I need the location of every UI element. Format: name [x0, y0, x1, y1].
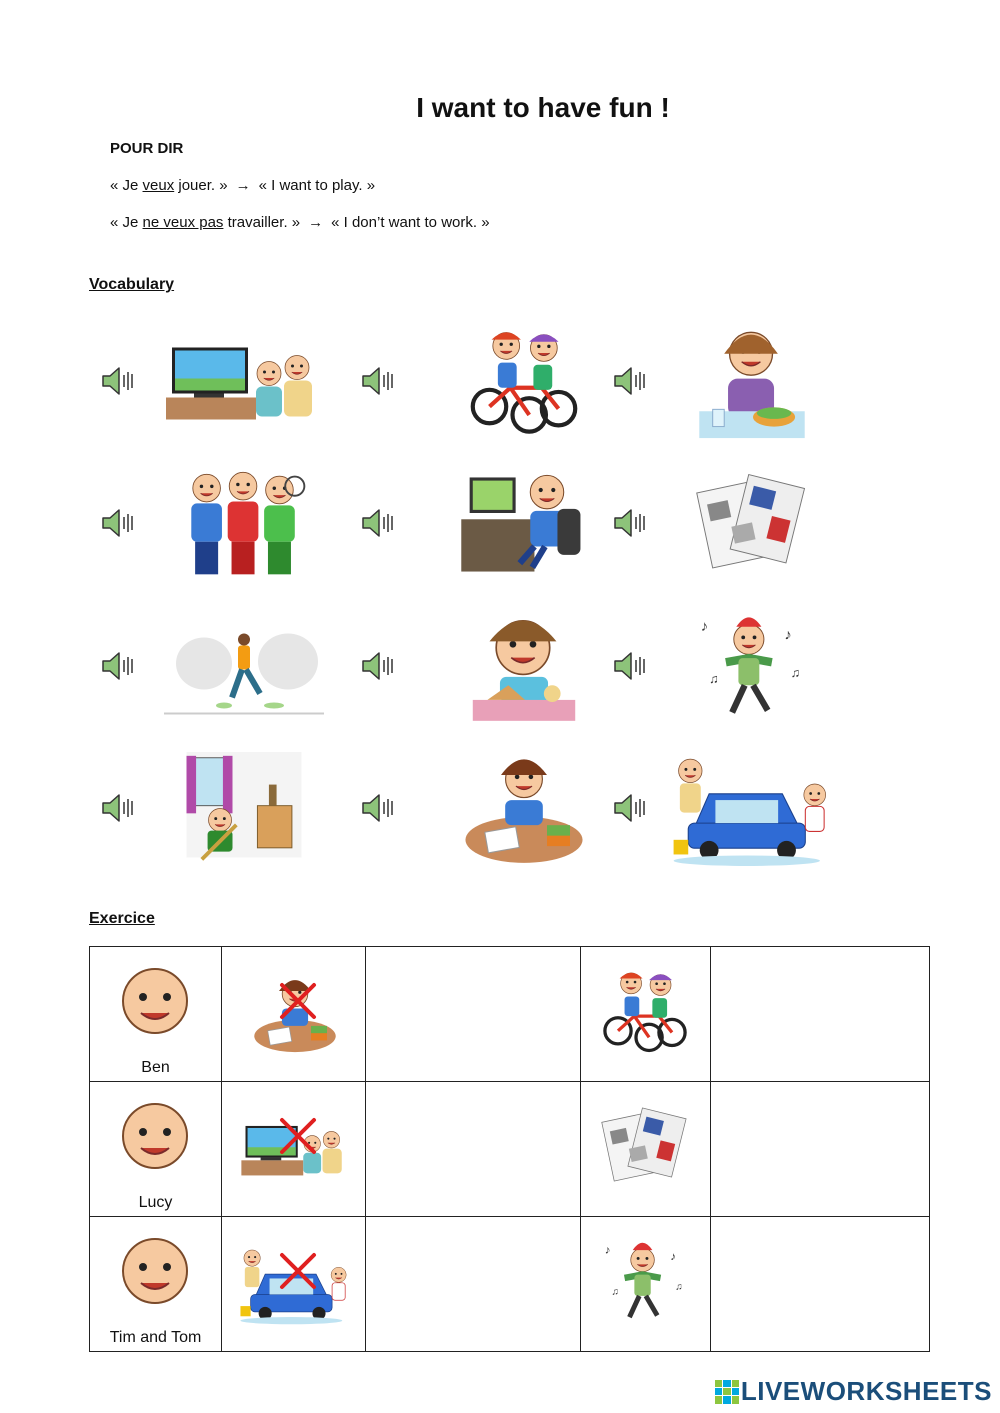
dont-want-cell — [222, 1217, 366, 1352]
want-cell — [581, 947, 711, 1082]
character-cell — [90, 947, 222, 1082]
example-verb: ne veux pas — [142, 214, 224, 231]
example-text: « Je — [110, 177, 143, 194]
example-text: jouer. » — [174, 177, 228, 194]
speaker-icon[interactable] — [100, 650, 134, 682]
character-cell — [90, 1082, 222, 1217]
vocabulary-heading: Vocabulary — [89, 276, 175, 293]
speaker-glyph — [612, 792, 646, 824]
example-negative — [110, 214, 490, 231]
vocab-image-ride-bike — [444, 325, 604, 445]
vocab-image-clean-room — [164, 752, 324, 872]
vocab-image-eat — [672, 325, 832, 445]
speaker-glyph — [360, 792, 394, 824]
exercise-row — [90, 1217, 930, 1352]
speaker-icon[interactable] — [612, 650, 646, 682]
character-name: Lucy — [138, 1194, 173, 1211]
speaker-glyph — [100, 792, 134, 824]
exercise-row — [90, 1082, 930, 1217]
brand-text: LIVEWORKSHEETS — [740, 1376, 992, 1406]
example-text: travailler. » — [223, 214, 301, 231]
wash-car-illustration — [672, 752, 832, 867]
dont-want-cell — [222, 947, 366, 1082]
vocab-image-play-sports — [164, 467, 324, 587]
speaker-icon[interactable] — [360, 507, 394, 539]
clean-room-illustration — [164, 752, 324, 867]
exercise-heading: Exercice — [89, 910, 155, 927]
read-comics-illustration — [672, 467, 832, 582]
answer-input-want[interactable] — [711, 1217, 933, 1353]
want-dance — [597, 1237, 693, 1327]
answer-cell — [711, 1217, 930, 1352]
speaker-icon[interactable] — [100, 792, 134, 824]
dance-illustration — [672, 610, 832, 725]
speaker-glyph — [612, 365, 646, 397]
speaker-icon[interactable] — [612, 365, 646, 397]
answer-input-dont-want[interactable] — [366, 1082, 584, 1218]
example-text: « Je — [110, 214, 143, 231]
character-avatar — [115, 1096, 195, 1176]
watch-tv-illustration — [164, 325, 324, 440]
dont-want-cell — [222, 1082, 366, 1217]
intro-heading: POUR DIR — [110, 140, 184, 157]
cross-icon — [278, 1116, 318, 1156]
speaker-glyph — [360, 507, 394, 539]
example-translation: « I want to play. » — [258, 177, 376, 194]
character-name: Tim and Tom — [109, 1329, 202, 1346]
character-name: Ben — [141, 1059, 170, 1076]
answer-input-dont-want[interactable] — [366, 1217, 584, 1353]
play-computer-illustration — [444, 467, 604, 582]
liveworksheets-logo-icon — [715, 1380, 739, 1404]
arrow-icon: → — [235, 177, 251, 194]
speaker-glyph — [360, 650, 394, 682]
ride-bike-illustration — [444, 325, 604, 440]
page-title: I want to have fun ! — [416, 92, 670, 123]
vocab-image-dance — [672, 610, 832, 730]
arrow-icon: → — [308, 214, 324, 231]
speaker-icon[interactable] — [612, 792, 646, 824]
vocab-image-eat-cake — [444, 610, 604, 730]
want-cell — [581, 1082, 711, 1217]
liveworksheets-brand — [715, 1376, 992, 1407]
answer-input-dont-want[interactable] — [366, 947, 584, 1083]
speaker-glyph — [100, 650, 134, 682]
do-homework-illustration — [444, 752, 604, 867]
eat-illustration — [672, 325, 832, 440]
speaker-glyph — [612, 650, 646, 682]
play-sports-illustration — [164, 467, 324, 582]
eat-cake-illustration — [444, 610, 604, 725]
exercise-table — [89, 946, 930, 1352]
vocab-image-watch-tv — [164, 325, 324, 445]
example-translation: « I don’t want to work. » — [331, 214, 490, 231]
answer-cell — [711, 1082, 930, 1217]
example-verb: veux — [142, 177, 175, 194]
speaker-icon[interactable] — [100, 365, 134, 397]
answer-cell — [366, 947, 581, 1082]
speaker-icon[interactable] — [100, 507, 134, 539]
cross-icon — [278, 1251, 318, 1291]
speaker-icon[interactable] — [360, 650, 394, 682]
speaker-glyph — [100, 365, 134, 397]
answer-input-want[interactable] — [711, 947, 933, 1083]
vocab-image-play-computer — [444, 467, 604, 587]
character-avatar — [115, 1231, 195, 1311]
run-illustration — [164, 610, 324, 725]
example-positive — [110, 177, 375, 194]
vocab-image-wash-car — [672, 752, 832, 872]
answer-cell — [366, 1082, 581, 1217]
character-cell — [90, 1217, 222, 1352]
vocab-image-run — [164, 610, 324, 730]
want-read-comics — [597, 1102, 693, 1192]
speaker-glyph — [612, 507, 646, 539]
want-ride-bike — [597, 967, 693, 1057]
speaker-glyph — [100, 507, 134, 539]
character-avatar — [115, 961, 195, 1041]
speaker-icon[interactable] — [360, 365, 394, 397]
speaker-icon[interactable] — [360, 792, 394, 824]
speaker-glyph — [360, 365, 394, 397]
answer-input-want[interactable] — [711, 1082, 933, 1218]
vocab-image-do-homework — [444, 752, 604, 872]
speaker-icon[interactable] — [612, 507, 646, 539]
exercise-row — [90, 947, 930, 1082]
cross-icon — [278, 981, 318, 1021]
want-cell — [581, 1217, 711, 1352]
answer-cell — [366, 1217, 581, 1352]
answer-cell — [711, 947, 930, 1082]
vocab-image-read-comics — [672, 467, 832, 587]
